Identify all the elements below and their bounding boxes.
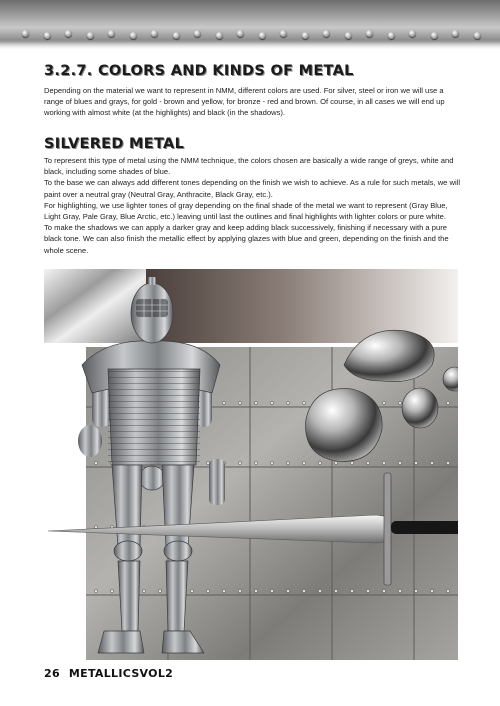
- wall-rivet: [398, 401, 401, 404]
- wall-rivet: [286, 461, 289, 464]
- wall-rivet: [222, 401, 225, 404]
- wall-rivet: [238, 461, 241, 464]
- wall-rivet: [382, 589, 385, 592]
- wall-rivet: [350, 589, 353, 592]
- publication-name: METALLICSVOL2: [68, 667, 174, 680]
- rivet: [108, 30, 115, 37]
- rivet: [452, 30, 459, 37]
- wall-rivet: [382, 401, 385, 404]
- wall-rivet: [222, 589, 225, 592]
- wall-rivet: [446, 589, 449, 592]
- section-title: 3.2.7. COLORS AND KINDS OF METAL: [44, 63, 354, 79]
- rivet: [323, 30, 330, 37]
- wall-rivet: [270, 589, 273, 592]
- wall-rivet: [414, 589, 417, 592]
- steel-swatch: [44, 269, 146, 343]
- rivet: [388, 32, 395, 39]
- body-paragraph: To the base we can always add different tones depending on the finish we wish to achieve. As a rule for such metals, we will paint over a neutral gray (Neutral Gray, Anthracite, Black Gray, etc.).: [44, 178, 461, 199]
- wall-rivet: [446, 461, 449, 464]
- gradient-swatch: [146, 269, 458, 343]
- page-footer: [44, 667, 173, 680]
- wall-rivet: [398, 589, 401, 592]
- wall-rivet: [430, 589, 433, 592]
- wall-rivet: [318, 461, 321, 464]
- rivet: [22, 30, 29, 37]
- rivet: [474, 32, 481, 39]
- wall-rivet: [94, 589, 97, 592]
- wall-rivet: [190, 589, 193, 592]
- rivet: [194, 30, 201, 37]
- wall-rivet: [254, 589, 257, 592]
- wall-rivet: [286, 401, 289, 404]
- wall-rivet: [238, 401, 241, 404]
- wall-rivet: [446, 401, 449, 404]
- wall-rivet: [158, 589, 161, 592]
- intro-paragraph: Depending on the material we want to represent in NMM, different colors are used. For silver, steel or iron we will use a range of blues and grays, for gold - brown and yellow, for bronze - red and brown. Of course, in all cases we will end up working with almost white (at the highlights) and black (in the shadows).: [44, 86, 445, 118]
- wall-rivet: [286, 589, 289, 592]
- rivet: [151, 30, 158, 37]
- metal-illustration: [44, 269, 458, 660]
- rivet: [130, 32, 137, 39]
- wall-rivet: [318, 589, 321, 592]
- rivet: [65, 30, 72, 37]
- wall-rivet: [366, 461, 369, 464]
- body-paragraph: To represent this type of metal using the NMM technique, the colors chosen are basically a wide range of greys, white and black, including some shades of blue.: [44, 156, 454, 177]
- rivet: [237, 30, 244, 37]
- wall-rivet: [238, 589, 241, 592]
- rivet: [409, 30, 416, 37]
- subsection-title: SILVERED METAL: [44, 136, 185, 152]
- header-metal-band: [0, 0, 500, 50]
- wall-rivet: [302, 589, 305, 592]
- wall-rivet: [302, 401, 305, 404]
- wall-rivet: [382, 461, 385, 464]
- wall-rivet: [430, 461, 433, 464]
- rivet: [259, 32, 266, 39]
- wall-rivet: [414, 461, 417, 464]
- body-paragraph: For highlighting, we use lighter tones of gray depending on the final shade of the metal we want to represent (Gray Blue, Light Gray, Pale Gray, Blue Arctic, etc.) leaving until last the outlines and final highlights with lighter colors or pure white.: [44, 200, 448, 222]
- silver-nugget: [402, 388, 438, 428]
- wall-rivet: [94, 525, 97, 528]
- body-text: [44, 155, 462, 256]
- rivet: [280, 30, 287, 37]
- rivet: [173, 32, 180, 39]
- rivet: [302, 32, 309, 39]
- wall-rivet: [254, 401, 257, 404]
- wall-rivet: [366, 589, 369, 592]
- rivet: [366, 30, 373, 37]
- page-number: 26: [44, 667, 60, 680]
- wall-rivet: [302, 461, 305, 464]
- wall-rivet: [94, 461, 97, 464]
- wall-rivet: [206, 589, 209, 592]
- wall-rivet: [142, 589, 145, 592]
- wall-rivet: [398, 461, 401, 464]
- rivet-row: [0, 30, 500, 40]
- rivet: [216, 32, 223, 39]
- body-paragraph: To make the shadows we can apply a darker gray and keep adding black successively, finishing if necessary with a pure black tone. We can also finish the metallic effect by applying glazes with blue and green, depending on the finish and the whole scene.: [44, 223, 449, 255]
- wall-rivet: [270, 401, 273, 404]
- rivet: [44, 32, 51, 39]
- wall-rivet: [350, 461, 353, 464]
- rivet: [87, 32, 94, 39]
- rivet: [431, 32, 438, 39]
- rivet: [345, 32, 352, 39]
- silver-nugget: [306, 389, 383, 462]
- wall-rivet: [254, 461, 257, 464]
- wall-rivet: [270, 461, 273, 464]
- wall-rivet: [334, 589, 337, 592]
- illustration-svg: [44, 269, 458, 660]
- wall-rivet: [110, 589, 113, 592]
- wall-rivet: [334, 461, 337, 464]
